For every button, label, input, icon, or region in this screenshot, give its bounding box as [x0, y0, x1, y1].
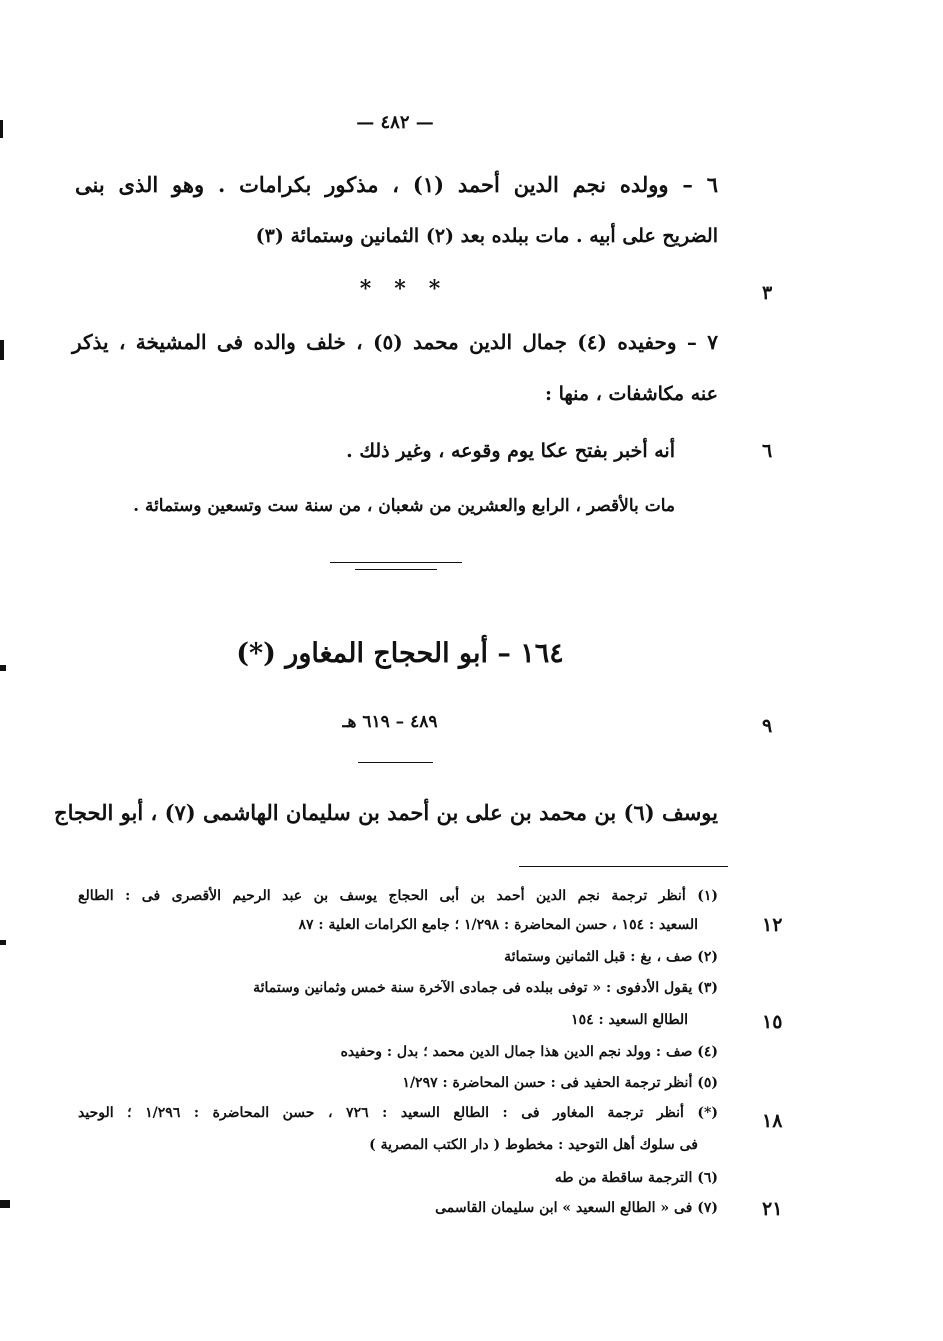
short-rule [358, 762, 433, 763]
line-number: ٦ [762, 440, 773, 462]
paragraph-line: مات بالأقصر ، الرابع والعشرين من شعبان ، من سنة ست وتسعين وستمائة . [133, 496, 675, 516]
line-number: ١٢ [762, 914, 783, 936]
line-number: ٩ [762, 715, 773, 737]
footnote: (٦) الترجمة ساقطة من طه [554, 1170, 718, 1186]
footnote-continuation: السعيد : ١٥٤ ، حسن المحاضرة : ١/٢٩٨ ؛ جامع الكرامات العلية : ٨٧ [298, 917, 698, 933]
entry-title: ١٦٤ – أبو الحجاج المغاور (*) [236, 638, 564, 669]
page-number: — ٤٨٢ — [356, 112, 434, 133]
entry-first-line: يوسف (٦) بن محمد بن على بن أحمد بن سليمان الهاشمى (٧) ، أبو الحجاج [54, 800, 718, 825]
scan-edge-mark [0, 940, 6, 945]
paragraph-line: عنه مكاشفات ، منها : [545, 383, 718, 405]
star-separator: * * * [359, 276, 441, 302]
footnote-continuation: الطالع السعيد : ١٥٤ [571, 1012, 688, 1028]
line-number: ٢١ [762, 1198, 783, 1220]
line-number: ١٨ [762, 1110, 783, 1132]
scan-edge-mark [0, 340, 4, 360]
double-rule-top [330, 562, 462, 563]
line-number: ١٥ [762, 1011, 783, 1033]
entry-dates: ٤٨٩ – ٦١٩ هـ [342, 712, 438, 732]
line-number: ٣ [762, 282, 773, 304]
paragraph-line: أنه أخبر بفتح عكا يوم وقوعه ، وغير ذلك . [346, 440, 675, 462]
scan-edge-mark [0, 1200, 10, 1208]
footnote: (٤) صف : وولد نجم الدين هذا جمال الدين محمد ؛ بدل : وحفيده [340, 1044, 718, 1060]
footnote: (١) أنظر ترجمة نجم الدين أحمد بن أبى الحجاج يوسف بن عبد الرحيم الأقصرى فى : الطالع [78, 888, 718, 904]
footnote-rule [519, 866, 728, 867]
scan-edge-mark [0, 665, 6, 671]
footnote: (*) أنظر ترجمة المغاور فى : الطالع السعيد : ٧٢٦ ، حسن المحاضرة : ١/٢٩٦ ؛ الوحيد [78, 1105, 718, 1121]
footnote: (٢) صف ، بغ : قبل الثمانين وستمائة [504, 949, 718, 965]
paragraph-line: الضريح على أبيه . مات ببلده بعد (٢) الثمانين وستمائة (٣) [255, 225, 718, 247]
footnote: (٥) أنظر ترجمة الحفيد فى : حسن المحاضرة : ١/٢٩٧ [402, 1075, 718, 1091]
paragraph-line: ٧ – وحفيده (٤) جمال الدين محمد (٥) ، خلف والده فى المشيخة ، يذكر [72, 330, 718, 354]
footnote: (٧) فى « الطالع السعيد » ابن سليمان القاسمى [435, 1200, 718, 1216]
double-rule-bottom [355, 569, 437, 570]
footnote: (٣) يقول الأدفوى : « توفى ببلده فى جمادى الآخرة سنة خمس وثمانين وستمائة [253, 980, 718, 996]
footnote-continuation: فى سلوك أهل التوحيد : مخطوط ( دار الكتب المصرية ) [369, 1137, 698, 1153]
paragraph-line: ٦ – وولده نجم الدين أحمد (١) ، مذكور بكرامات . وهو الذى بنى [75, 172, 718, 197]
scan-edge-mark [0, 120, 3, 138]
